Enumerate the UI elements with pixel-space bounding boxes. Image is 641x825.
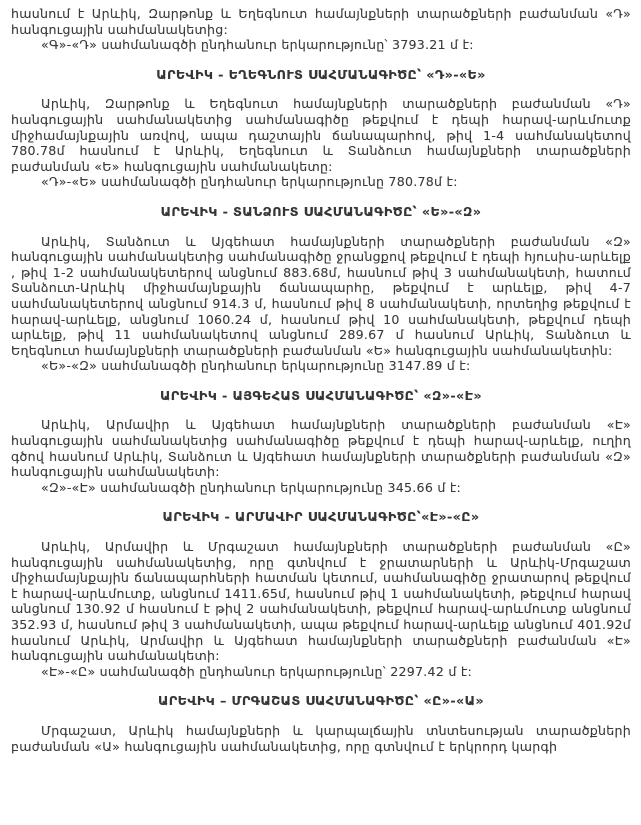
length-summary-line: «Ե»-«Զ» սահմանագծի ընդհանուր երկարությունը 3147.89 մ է: xyxy=(41,358,471,374)
body-paragraph: Մրգաշատ, Արևիկ համայնքների և կարպալճային տնտեսության տարածքների բաժանման «Ա» հանգուցային սահմանակետից, որը գտնվում է երկրորդ կարգի xyxy=(11,722,631,754)
section-heading-arevik-aygehat: ԱՐԵՎԻԿ - ԱՅԳԵՀԱՏ ՍԱՀՄԱՆԱԳԻԾԸ՝ «Զ»-«Է» xyxy=(160,388,482,404)
section-heading-arevik-armavir: ԱՐԵՎԻԿ - ԱՐՄԱՎԻՐ ՍԱՀՄԱՆԱԳԻԾԸ՝«Է»-«Ը» xyxy=(162,510,480,526)
body-paragraph: Արևիկ, Արմավիր և Այգեհատ համայնքների տարածքների բաժանման «Է» հանգուցային սահմանակետից սահմանագիծը թեքվում է դեպի հարավ-արևելք, ուղիղ գծով հասնում Արևիկ, Տանձուտ և Այգեհատ համայնքների տարածքների բաժանման «Զ» հանգուցային սահմանակետի: xyxy=(11,417,631,480)
body-paragraph: Արևիկ, Արմավիր և Մրգաշատ համայնքների տարածքների բաժանման «Ը» հանգուցային սահմանակետից, որը գտնվում է ջրատարների և Արևիկ-Մրգաշատ միջհամայնքային ճանապարհների հատման կետում, սահմանագիծը ջրատարով թեքվում է հարավ-արևմուտք, անցնում 1411.65մ, հասնում թիվ 1 սահմանակետի, թեքվում հարավ անցնում 130.92 մ հասնում է թիվ 2 սահմանակետի, թեքվում հարավ-արևմուտք անցնում 352.93 մ, հասնում թիվ 3 սահմանակետի, ապա թեքվում հարավ-արևելք անցնում 401.92մ հասնում Արևիկ, Արմավիր և Այգեհատ համայնքների տարածքների բաժանման «Է» հանգուցային սահմանակետի: xyxy=(11,539,631,664)
length-summary-line: «Գ»-«Դ» սահմանագծի ընդհանուր երկարությունը՝ 3793.21 մ է: xyxy=(41,37,474,53)
section-heading-arevik-mrgashat: ԱՐԵՎԻԿ – ՄՐԳԱՇԱՏ ՍԱՀՄԱՆԱԳԻԾԸ՝ «Ը»-«Ա» xyxy=(158,694,484,710)
length-summary-line: «Զ»-«Է» սահմանագծի ընդհանուր երկարությունը 345.66 մ է: xyxy=(41,479,462,495)
body-paragraph: Արևիկ, Տանձուտ և Այգեհատ համայնքների տարածքների բաժանման «Զ» հանգուցային սահմանակետից սահմանագիծը ջրանցքով թեքվում է դեպի հյուսիս-արևելք , թիվ 1-2 սահմանակետերով անցնում 883.68մ, հասնում թիվ 3 սահմանակետի, հատում Տանձուտ-Արևիկ միջհամայնքային ճանապարհը, թեքվում է արևելք, թիվ 4-7 սահմանակետերով անցնում 914.3 մ, հասնում թիվ 8 սահմանակետի, որտեղից թեքվում է հարավ-արևելք, անցնում 1060.24 մ, հասնում թիվ 10 սահմանակետի, թեքվում դեպի արևելք, թիվ 11 սահմանակետով անցնում 289.67 մ հասնում Արևիկ, Տանձուտ և Եղեգնուտ համայնքների տարածքների բաժանման «Ե» հանգուցային սահմանակետին: xyxy=(11,233,631,358)
body-paragraph: Արևիկ, Զարթոնք և Եղեգնուտ համայնքների տարածքների բաժանման «Դ» հանգուցային սահմանակետից սահմանագիծը թեքվում է դեպի հարավ-արևմուտք միջհամայնքային առվով, ապա դաշտային ճանապարհով, թիվ 1-4 սահմանակետով 780.78մ հասնում է Արևիկ, Եղեգնուտ և Տանձուտ համայնքների տարածքների բաժանման «Ե» հանգուցային սահմանակետը: xyxy=(11,96,631,174)
section-heading-arevik-tandzut: ԱՐԵՎԻԿ - ՏԱՆՁՈՒՏ ՍԱՀՄԱՆԱԳԻԾԸ՝ «Ե»-«Զ» xyxy=(160,204,482,220)
length-summary-line: «Է»-«Ը» սահմանագծի ընդհանուր երկարությունը՝ 2297.42 մ է: xyxy=(41,663,473,679)
section-heading-arevik-yeghegnut: ԱՐԵՎԻԿ - ԵՂԵԳՆՈՒՏ ՍԱՀՄԱՆԱԳԻԾԸ՝ «Դ»-«Ե» xyxy=(156,67,486,83)
continued-paragraph: հասնում է Արևիկ, Զարթոնք և Եղեգնուտ համայնքների տարածքների բաժանման «Դ» հանգուցային սահմանակետից: xyxy=(11,6,631,37)
length-summary-line: «Դ»-«Ե» սահմանագծի ընդհանուր երկարությունը 780.78մ է: xyxy=(41,174,458,190)
